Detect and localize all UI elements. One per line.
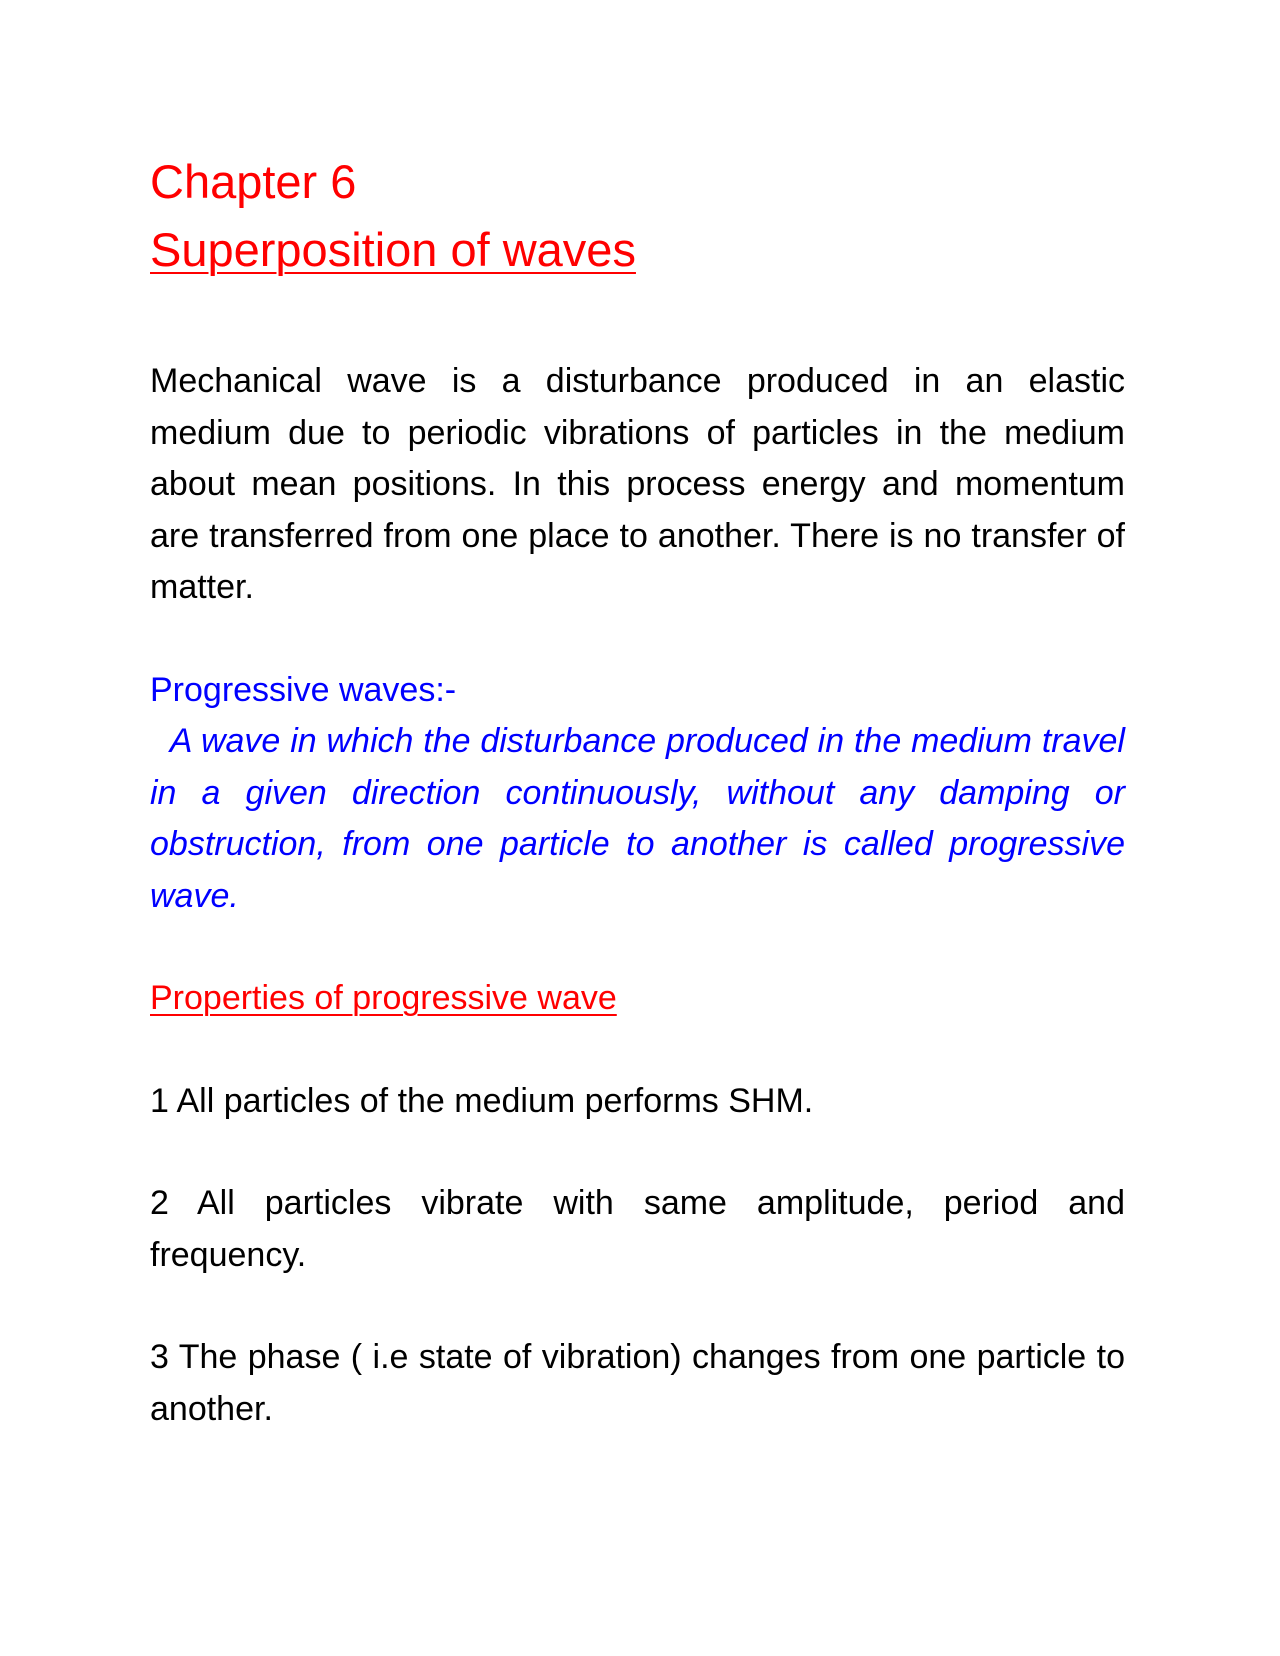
property-item: 2 All particles vibrate with same amplitude, period and frequency. [150,1184,1125,1274]
chapter-number: Chapter 6 [150,155,357,208]
page-content [150,148,1125,1486]
intro-paragraph: Mechanical wave is a disturbance produced in an elastic medium due to periodic vibrations of particles in the medium about mean positions. In this process energy and momentum are transferred from one place to another. There is no transfer of matter. [150,362,1125,606]
property-item: 1 All particles of the medium performs SHM. [150,1081,814,1120]
properties-list [150,1076,1125,1436]
chapter-title: Superposition of waves [150,223,636,276]
progressive-wave-definition: A wave in which the disturbance produced in the medium travel in a given direction continuously, without any damping or obstruction, from one particle to another is called progressive wave. [150,722,1125,915]
property-item: 3 The phase ( i.e state of vibration) changes from one particle to another. [150,1338,1125,1428]
progressive-waves-label: Progressive waves:- [150,670,457,709]
properties-heading: Properties of progressive wave [150,979,617,1017]
